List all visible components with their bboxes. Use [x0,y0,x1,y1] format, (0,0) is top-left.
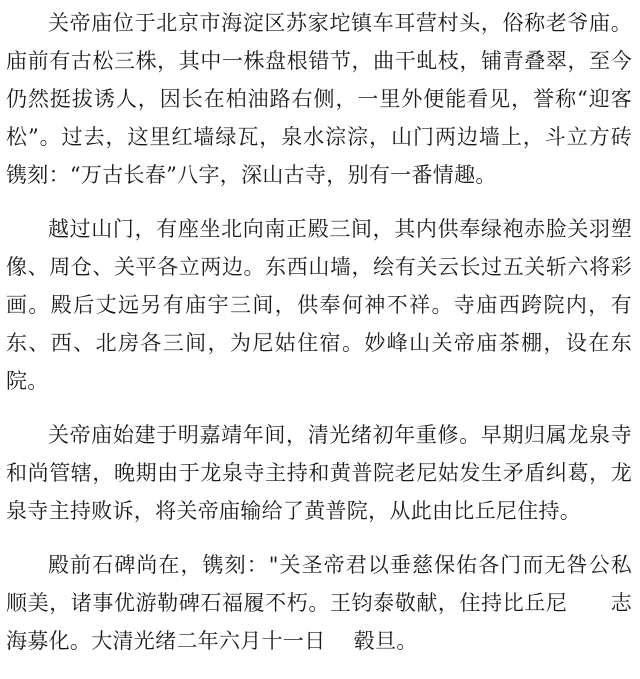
paragraph-4: 殿前石碑尚在，镌刻："关圣帝君以垂慈保佑各门而无咎公私顺美，诸事优游勒碑石福履不朽。王钧泰敬献，住持比丘尼 志海募化。大清光绪二年六月十一日 毂旦。 [6,553,632,653]
paragraph-1: 关帝庙位于北京市海淀区苏家坨镇车耳营村头，俗称老爷庙。 庙前有古松三株，其中一株盘根错节，曲干虬枝，铺青叠翠，至今仍然挺拔诱人，因长在柏油路右侧，一里外便能看见，誉称“迎客松”。过去，这里红墙绿瓦，泉水淙淙，山门两边墙上，斗立方砖镌刻：“万古长春”八字，深山古寺，别有一番情趣。 [6,11,639,187]
paragraph-3: 关帝庙始建于明嘉靖年间，清光绪初年重修。早期归属龙泉寺和尚管辖，晚期由于龙泉寺主持和黄普院老尼姑发生矛盾纠葛，龙泉寺主持败诉，将关帝庙输给了黄普院，从此由比丘尼住持。 [6,423,632,523]
paragraph-2: 越过山门，有座坐北向南正殿三间，其内供奉绿袍赤脸关羽塑像、周仓、关平各立两边。东西山墙，绘有关云长过五关斩六将彩画。殿后丈远另有庙宇三间，供奉何神不祥。寺庙西跨院内，有东、西、北房各三间，为尼姑住宿。妙峰山关帝庙茶棚，设在东院。 [6,217,632,393]
